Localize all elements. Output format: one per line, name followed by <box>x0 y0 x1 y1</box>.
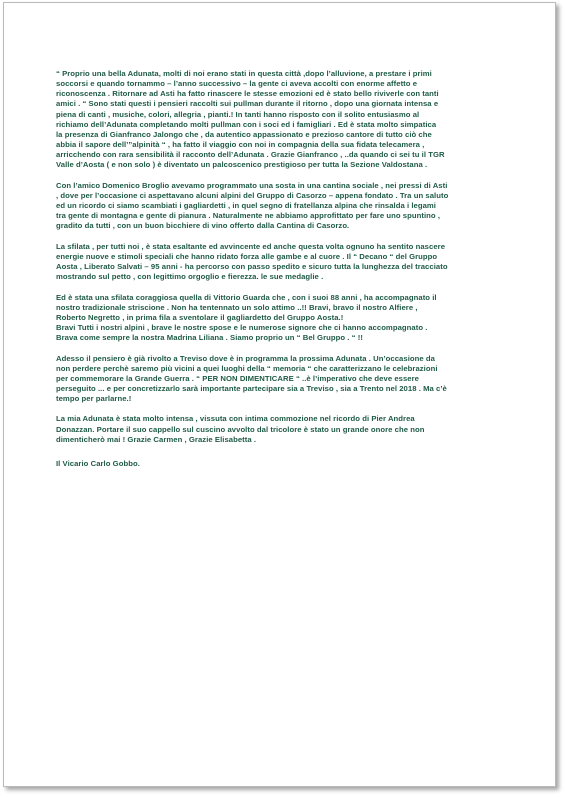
signature <box>56 459 506 469</box>
document-body <box>56 69 506 479</box>
text-line: richiamo dell’Adunata completando molti pullman con i soci ed i famigliari . Ed è stata molto simpatica <box>56 119 437 129</box>
text-line: la presenza di Gianfranco Jalongo che , da autentico appassionato e prezioso cantore di tutto ciò che <box>56 129 432 139</box>
text-line: soccorsi e quando tornammo – l’anno successivo – la gente ci aveva accolti con enorme affetto e <box>56 79 418 89</box>
text-line: ed un ricordo ci siamo scambiati i gagliardetti , in quel segno di fratellanza alpina che rinsalda i legami <box>56 201 436 211</box>
paragraph-2 <box>56 181 506 232</box>
text-line: , dove per l’occasione ci aspettavano alcuni alpini del Gruppo di Casorzo – appena fondato . Tra un saluto <box>56 190 449 200</box>
text-line: dimenticherò mai ! Grazie Carmen , Grazie Elisabetta . <box>56 434 257 444</box>
text-line: gradito da tutti , con un buon bicchiere di vino offerto dalla Cantina di Casorzo. <box>56 221 350 231</box>
text-line: Valle d’Aosta ( e non solo ) è diventato un palcoscenico prestigioso per tutta la Sezione Valdostana . <box>56 160 428 170</box>
text-line: Aosta , Liberato Salvati – 95 anni - ha percorso con passo spedito e sicuro tutta la lunghezza del tracciato <box>56 262 448 272</box>
text-line: amici . “ Sono stati questi i pensieri raccolti sui pullman durante il ritorno , dopo una giornata intensa e <box>56 99 439 109</box>
text-line: La mia Adunata è stata molto intensa , vissuta con intima commozione nel ricordo di Pier Andrea <box>56 414 415 424</box>
paragraph-3 <box>56 242 506 283</box>
paragraph-6 <box>56 414 506 444</box>
text-line: Brava come sempre la nostra Madrina Liliana . Siamo proprio un “ Bel Gruppo . “ !! <box>56 333 363 343</box>
text-line: Roberto Negretto , in prima fila a sventolare il gagliardetto del Gruppo Aosta.! <box>56 312 344 322</box>
text-line: abbia il sapore dell’”alpinità “ , ha fatto il viaggio con noi in compagnia della sua fidata telecamera , <box>56 140 425 150</box>
text-line: per commemorare la Grande Guerra . “ PER NON DIMENTICARE “ ..è l’imperativo che deve essere <box>56 373 419 383</box>
document-page <box>3 2 556 787</box>
text-line: Donazzan. Portare il suo cappello sul cuscino avvolto dal tricolore è stato un grande onore che non <box>56 424 425 434</box>
text-line: riconoscenza . Ritornare ad Asti ha fatto rinascere le stesse emozioni ed è stato bello riviverle con tanti <box>56 89 439 99</box>
text-line: tempo per parlarne.! <box>56 394 132 404</box>
text-line: non perdere perchè saremo più vicini a quei luoghi della “ memoria “ che caratterizzano le celebrazioni <box>56 363 438 373</box>
text-line: piena di canti , musiche, colori, allegria , pianti.! In tanti hanno risposto con il solito entusiasmo al <box>56 109 420 119</box>
signature-text: Il Vicario Carlo Gobbo. <box>56 458 140 468</box>
text-line: Ed è stata una sfilata coraggiosa quella di Vittorio Guarda che , con i suoi 88 anni , ha accompagnato il <box>56 292 437 302</box>
text-line: nostro tradizionale striscione . Non ha tentennato un solo attimo ..!! Bravi, bravo il nostro Alfiere , <box>56 302 418 312</box>
text-line: Bravi Tutti i nostri alpini , brave le nostre spose e le numerose signore che ci hanno accompagnato . <box>56 323 428 332</box>
text-line: mostrando sul petto , con legittimo orgoglio e fierezza. le sue medaglie . <box>56 272 324 282</box>
text-line: “ Proprio una bella Adunata, molti di noi erano stati in questa città ,dopo l’alluvione, a prestare i primi <box>56 69 432 78</box>
paragraph-1 <box>56 69 506 171</box>
text-line: tra gente di montagna e gente di pianura . Naturalmente ne abbiamo approfittato per fare uno spuntino , <box>56 211 441 221</box>
text-line: energie nuove e stimoli speciali che hanno ridato forza alle gambe e al cuore . Il “ Decano “ del Gruppo <box>56 251 438 261</box>
text-line: La sfilata , per tutti noi , è stata esaltante ed avvincente ed anche questa volta ognuno ha sentito nascere <box>56 241 446 251</box>
text-line: Con l’amico Domenico Broglio avevamo programmato una sosta in una cantina sociale , nei pressi di Asti <box>56 180 448 190</box>
paragraph-4 <box>56 293 506 344</box>
text-line: perseguito ... e per concretizzarlo sarà importante partecipare sia a Treviso , sia a Trento nel 2018 . Ma c’è <box>56 383 447 393</box>
text-line: arricchendo con rara sensibilità il racconto dell’Adunata . Grazie Gianfranco , ..da quando ci sei tu il TGR <box>56 150 445 160</box>
paragraph-5 <box>56 354 506 405</box>
text-line: Adesso il pensiero è già rivolto a Treviso dove è in programma la prossima Adunata . Un’occasione da <box>56 353 435 363</box>
